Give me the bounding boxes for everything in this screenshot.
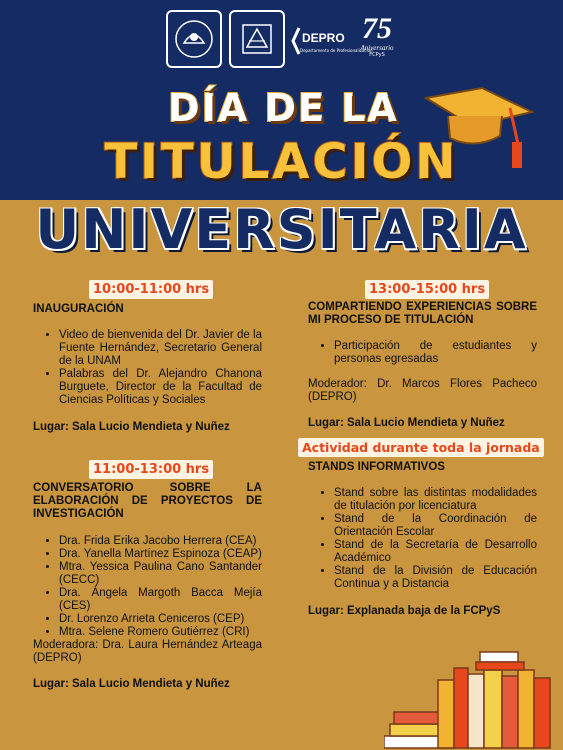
location-text: Lugar: Sala Lucio Mendieta y Nuñez	[33, 678, 230, 690]
right-block-1	[308, 301, 537, 430]
list-item: • Palabras del Dr. Alejandro Chanona Burguete, Director de la Facultad de Ciencias Políticas y Sociales	[59, 368, 262, 407]
list-item: • Dra. Ángela Margoth Bacca Mejía (CES)	[59, 587, 262, 613]
unam-seal-icon	[166, 10, 222, 68]
left-block-2	[33, 482, 262, 691]
books-stack-icon	[384, 650, 563, 750]
time-badge-1: 10:00-11:00 hrs	[89, 280, 213, 299]
section-heading: STANDS INFORMATIVOS	[308, 461, 445, 473]
depro-logo-subtitle: Departamento de Profesionalización	[300, 48, 373, 53]
moderator-text: Moderador: Dr. Marcos Flores Pacheco (DEPRO)	[308, 378, 537, 403]
depro-logo-text: DEPRO	[302, 31, 345, 45]
item-list	[33, 535, 262, 639]
list-item: • Dra. Yanella Martínez Espinoza (CEAP)	[59, 548, 262, 561]
anniversary-word: Aniversario	[360, 44, 394, 52]
anniversary-org: FCPyS	[369, 52, 385, 58]
item-list	[308, 340, 537, 366]
fcpys-seal-icon	[229, 10, 285, 68]
list-item: • Stand sobre las distintas modalidades de titulación por licenciatura	[334, 487, 537, 513]
list-item: • Stand de la Secretaría de Desarrollo Académico	[334, 539, 537, 565]
list-item: • Dr. Lorenzo Arrieta Ceniceros (CEP)	[59, 613, 262, 626]
list-item: • Video de bienvenida del Dr. Javier de la Fuente Hernández, Secretario General de la UNAM	[59, 329, 262, 368]
location-text: Lugar: Sala Lucio Mendieta y Nuñez	[33, 421, 230, 433]
location-text: Lugar: Explanada baja de la FCPyS	[308, 605, 501, 617]
item-list	[308, 487, 537, 591]
anniversary-logo	[359, 14, 395, 58]
anniversary-number: 75	[362, 12, 392, 45]
logo-row	[0, 10, 563, 72]
location-text: Lugar: Sala Lucio Mendieta y Nuñez	[308, 417, 505, 429]
right-block-2	[308, 461, 537, 618]
left-block-1	[33, 303, 262, 434]
section-heading: CONVERSATORIO SOBRE LA ELABORACIÓN DE PROYECTOS DE INVESTIGACIÓN	[33, 482, 262, 520]
item-list	[33, 329, 262, 407]
list-item: • Stand de la División de Educación Continua y a Distancia	[334, 565, 537, 591]
time-badge-2: 11:00-13:00 hrs	[89, 460, 213, 479]
title-line-3: UNIVERSITARIA	[35, 198, 528, 261]
list-item: • Participación de estudiantes y personas egresadas	[334, 340, 537, 366]
section-heading: INAUGURACIÓN	[33, 303, 124, 315]
list-item: • Mtra. Yessica Paulina Cano Santander (CECC)	[59, 561, 262, 587]
section-heading: COMPARTIENDO EXPERIENCIAS SOBRE MI PROCESO DE TITULACIÓN	[308, 301, 537, 326]
title-line-2: TITULACIÓN	[104, 134, 459, 190]
list-item: • Mtra. Selene Romero Gutiérrez (CRI)	[59, 626, 262, 639]
time-badge-3: 13:00-15:00 hrs	[365, 280, 489, 299]
title-line-1: DÍA DE LA	[168, 86, 399, 130]
list-item: • Stand de la Coordinación de Orientación Escolar	[334, 513, 537, 539]
list-item: • Dra. Frida Erika Jacobo Herrera (CEA)	[59, 535, 262, 548]
time-badge-4: Actividad durante toda la jornada	[298, 438, 544, 457]
moderator-text: Moderadora: Dra. Laura Hernández Arteaga (DEPRO)	[33, 639, 262, 664]
